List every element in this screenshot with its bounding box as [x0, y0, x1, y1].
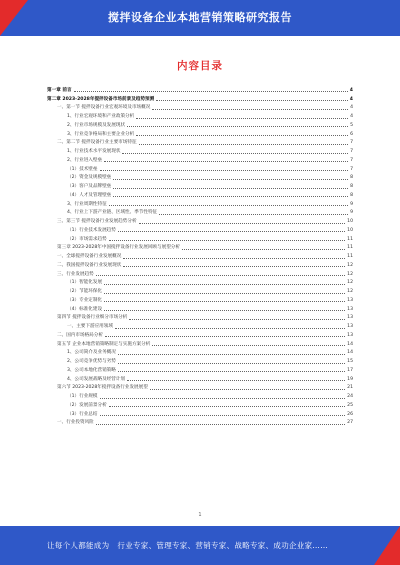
toc-entry[interactable]	[47, 295, 353, 304]
toc-entry-page: 4	[350, 114, 353, 119]
toc-entry-page: 7	[350, 157, 353, 163]
toc-entry-page: 14	[347, 341, 353, 347]
toc-entry[interactable]	[47, 339, 353, 348]
toc-entry-page: 8	[350, 184, 353, 189]
toc-entry[interactable]	[47, 216, 353, 225]
toc-entry-page: 24	[347, 394, 353, 399]
toc-entry-title: 4、行业上下游产业链、区域性、季节性特征	[67, 210, 158, 216]
toc-entry-title: （1）行业技术发展趋势	[67, 227, 116, 233]
toc-entry[interactable]	[47, 243, 353, 252]
table-of-contents	[47, 85, 353, 426]
toc-entry-title: 2、行业进入壁垒	[67, 157, 103, 163]
toc-leader-dots	[104, 301, 345, 302]
toc-leader-dots	[150, 389, 345, 390]
toc-entry-title: 3、公司本地化营销策略	[67, 367, 116, 373]
toc-leader-dots	[74, 91, 348, 92]
toc-entry-title: 一、主要下游应用领域	[67, 324, 113, 329]
toc-entry[interactable]	[47, 409, 353, 418]
toc-leader-dots	[127, 380, 345, 381]
toc-leader-dots	[118, 363, 345, 364]
footer-slogan	[47, 540, 328, 551]
toc-leader-dots	[113, 188, 348, 189]
page-number: 1	[198, 512, 202, 518]
toc-leader-dots	[123, 258, 345, 259]
toc-entry-page: 13	[347, 324, 353, 329]
toc-leader-dots	[122, 153, 348, 154]
toc-leader-dots	[152, 345, 345, 346]
toc-entry[interactable]	[47, 269, 353, 278]
toc-entry[interactable]	[47, 286, 353, 295]
toc-entry[interactable]	[47, 111, 353, 120]
toc-entry-title: 1、公司简介及业务概况	[67, 350, 116, 356]
toc-leader-dots	[129, 319, 345, 320]
toc-leader-dots	[118, 371, 345, 372]
toc-entry-title: 第三章 2023-2028年中国搅拌设备行业发展回顾与展望分析	[57, 245, 180, 251]
toc-entry-title: 一、行业投资风险	[57, 420, 94, 426]
page-header	[0, 0, 400, 36]
toc-entry[interactable]	[47, 374, 353, 383]
toc-entry-page: 27	[347, 420, 353, 426]
toc-entry-title: （4）标准化建设	[67, 306, 103, 312]
toc-entry[interactable]	[47, 199, 353, 208]
toc-entry-page: 6	[350, 131, 353, 137]
toc-entry-title: 2、公司竞争优势与劣势	[67, 359, 116, 364]
toc-entry[interactable]	[47, 190, 353, 199]
toc-entry[interactable]	[47, 260, 353, 269]
toc-entry-page: 13	[347, 332, 353, 338]
toc-entry-page: 13	[347, 297, 353, 303]
toc-leader-dots	[109, 406, 345, 407]
toc-entry-title: （1）技术壁垒	[67, 166, 98, 172]
toc-leader-dots	[182, 249, 345, 250]
toc-entry-page: 5	[350, 122, 353, 128]
toc-entry-title: 第二章 2023-2028年搅拌设备市场前景及趋势预测	[47, 96, 155, 102]
toc-leader-dots	[104, 310, 345, 311]
toc-entry-page: 17	[347, 367, 353, 373]
toc-entry-page: 14	[347, 350, 353, 356]
toc-leader-dots	[104, 161, 348, 162]
toc-leader-dots	[136, 135, 348, 136]
toc-entry[interactable]	[47, 155, 353, 164]
toc-entry-title: 二、国内市场格局分析	[57, 332, 103, 338]
toc-entry-title: （3）专业定制化	[67, 297, 103, 303]
toc-entry-title: 第四节 搅拌设备行业细分市场分析	[57, 315, 128, 321]
toc-leader-dots	[104, 293, 345, 294]
toc-entry-page: 13	[347, 306, 353, 312]
toc-entry[interactable]	[47, 225, 353, 234]
toc-entry[interactable]	[47, 304, 353, 313]
toc-entry-title: （1）行业规模	[67, 394, 98, 399]
toc-entry-page: 11	[347, 236, 353, 242]
toc-entry-page: 9	[350, 210, 353, 216]
toc-leader-dots	[113, 179, 348, 180]
toc-entry-title: 3、行业周期性特征	[67, 201, 107, 207]
toc-entry-title: （3）行业总结	[67, 411, 98, 417]
toc-entry-page: 7	[350, 140, 353, 146]
toc-entry-page: 21	[347, 385, 353, 391]
toc-entry-title: 2、行业市场规模及发展现状	[67, 122, 126, 128]
footer-accent-triangle	[374, 526, 400, 565]
toc-entry-title: 一、第一节 搅拌设备行业宏观环境及市场概况	[57, 105, 151, 111]
toc-entry[interactable]	[47, 313, 353, 322]
toc-entry[interactable]	[47, 138, 353, 147]
toc-entry[interactable]	[47, 251, 353, 260]
toc-entry-page: 13	[347, 315, 353, 321]
page-footer	[0, 526, 400, 565]
toc-entry-title: 1、行业技术水平发展现状	[67, 149, 121, 154]
toc-entry-page: 10	[347, 219, 353, 224]
toc-leader-dots	[109, 240, 345, 241]
toc-entry-page: 4	[349, 96, 353, 102]
toc-entry[interactable]	[47, 321, 353, 330]
toc-leader-dots	[100, 398, 346, 399]
toc-leader-dots	[127, 126, 348, 127]
toc-entry-title: 二、第二节 搅拌设备行业主要市场特征	[57, 140, 137, 146]
toc-leader-dots	[152, 109, 348, 110]
toc-entry-title: （2）市场需求趋势	[67, 236, 107, 242]
toc-leader-dots	[118, 354, 345, 355]
toc-entry[interactable]	[47, 94, 353, 103]
toc-entry[interactable]	[47, 418, 353, 427]
toc-entry[interactable]	[47, 234, 353, 243]
toc-entry-title: （2）节能环保化	[67, 289, 103, 294]
toc-entry-title: 一、全球搅拌设备行业发展概况	[57, 254, 122, 259]
toc-heading: 内容目录	[177, 60, 223, 72]
toc-entry[interactable]	[47, 164, 353, 173]
toc-leader-dots	[109, 205, 348, 206]
report-title: 搅拌设备企业本地营销策略研究报告	[108, 11, 292, 24]
toc-entry[interactable]	[47, 146, 353, 155]
toc-entry-page: 9	[350, 201, 353, 207]
toc-entry-page: 15	[347, 359, 353, 364]
toc-entry-title: 4、公司发展战略及经营计划	[67, 376, 126, 382]
toc-entry-title: 3、行业竞争格局和主要企业分析	[67, 131, 135, 137]
toc-entry-title: 二、我国搅拌设备行业发展现状	[57, 262, 122, 268]
toc-entry[interactable]	[47, 208, 353, 217]
toc-entry[interactable]	[47, 356, 353, 365]
toc-entry-page: 12	[347, 262, 353, 268]
toc-entry[interactable]	[47, 391, 353, 400]
toc-entry-title: 第一章 前言	[47, 87, 72, 93]
toc-entry-page: 12	[347, 289, 353, 294]
toc-leader-dots	[123, 266, 345, 267]
toc-entry[interactable]	[47, 348, 353, 357]
toc-leader-dots	[115, 328, 345, 329]
toc-entry-page: 10	[347, 227, 353, 233]
toc-entry-page: 11	[347, 245, 353, 251]
footer-slogan-text: 行业专家、管理专家、营销专家、战略专家、成功企业家……	[117, 541, 329, 550]
toc-leader-dots	[113, 196, 348, 197]
toc-entry[interactable]	[47, 330, 353, 339]
toc-entry[interactable]	[47, 129, 353, 138]
toc-entry-title: 三、行业发展趋势	[57, 271, 94, 277]
toc-entry-page: 19	[347, 376, 353, 382]
toc-entry[interactable]	[47, 365, 353, 374]
toc-entry-title: 第六节 2023-2028年搅拌设备行业发展展望	[57, 385, 148, 391]
toc-leader-dots	[104, 284, 345, 285]
toc-entry-page: 4	[349, 87, 353, 93]
toc-entry-page: 26	[347, 411, 353, 417]
toc-leader-dots	[156, 100, 348, 101]
toc-entry[interactable]	[47, 181, 353, 190]
toc-entry-page: 7	[350, 166, 353, 172]
toc-entry-page: 8	[350, 175, 353, 181]
toc-entry-title: （1）智能化发展	[67, 280, 103, 286]
toc-entry[interactable]	[47, 173, 353, 182]
toc-leader-dots	[96, 275, 345, 276]
toc-entry[interactable]	[47, 120, 353, 129]
toc-entry-page: 11	[347, 254, 353, 259]
toc-entry-page: 4	[350, 105, 353, 111]
toc-leader-dots	[100, 170, 349, 171]
toc-entry-title: （2）发展前景分析	[67, 402, 107, 408]
toc-leader-dots	[136, 118, 348, 119]
toc-leader-dots	[159, 214, 348, 215]
toc-entry[interactable]	[47, 103, 353, 112]
toc-entry[interactable]	[47, 85, 353, 94]
footer-slogan-lead: 让每个人都能成为	[47, 541, 110, 550]
toc-entry[interactable]	[47, 400, 353, 409]
toc-entry-page: 25	[347, 402, 353, 408]
toc-entry[interactable]	[47, 278, 353, 287]
toc-entry-page: 12	[347, 280, 353, 286]
toc-entry-title: 第五节 企业本地营销策略制定与实施方案分析	[57, 341, 151, 347]
toc-leader-dots	[139, 144, 349, 145]
toc-entry-page: 7	[350, 149, 353, 154]
toc-entry-title: （3）客户及品牌壁垒	[67, 184, 112, 189]
toc-entry-title: （2）资金及规模壁垒	[67, 175, 112, 181]
toc-leader-dots	[105, 336, 345, 337]
toc-leader-dots	[96, 424, 345, 425]
toc-leader-dots	[100, 415, 346, 416]
toc-entry-title: 1、行业宏观环境和产业政策分析	[67, 114, 135, 119]
toc-entry-page: 8	[350, 192, 353, 198]
toc-leader-dots	[139, 223, 346, 224]
toc-leader-dots	[118, 231, 345, 232]
toc-entry-page: 12	[347, 271, 353, 277]
toc-entry-title: （4）人才及管理壁垒	[67, 192, 112, 198]
toc-entry[interactable]	[47, 383, 353, 392]
toc-entry-title: 三、第三节 搅拌设备行业发展趋势分析	[57, 219, 137, 224]
